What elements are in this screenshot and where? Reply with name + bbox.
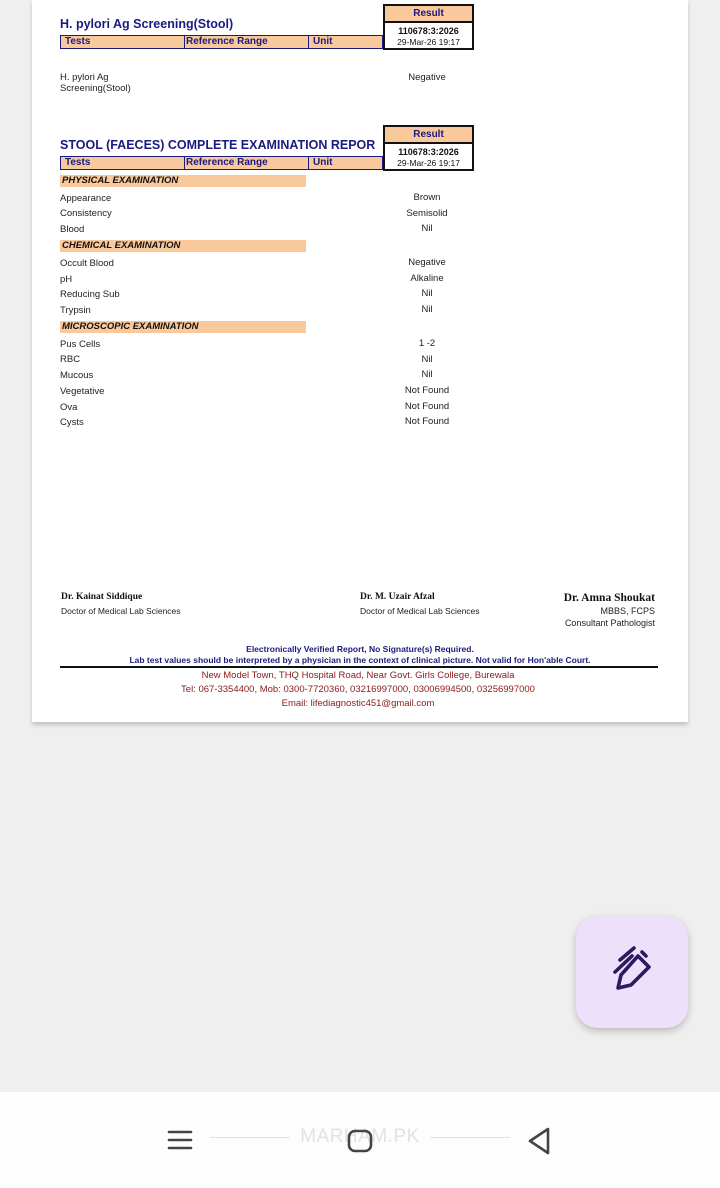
test-name: Appearance [60, 193, 112, 204]
verified-note: Electronically Verified Report, No Signature(s) Required. [246, 644, 474, 654]
home-icon[interactable] [343, 1124, 377, 1158]
category-chemical: CHEMICAL EXAMINATION [60, 240, 306, 252]
disclaimer-note: Lab test values should be interpreted by a physician in the context of clinical picture. Not valid for Hon'able Court. [129, 655, 591, 665]
footer-divider [60, 666, 658, 668]
watermark-text: MARHAM.PK [290, 1126, 430, 1148]
signature-3 [564, 592, 655, 628]
test-name: Vegetative [60, 386, 105, 397]
signature-name: Dr. Amna Shoukat [563, 592, 655, 604]
edit-fab-button[interactable] [576, 916, 688, 1028]
test-value: Nil [421, 288, 433, 299]
test-value: Alkaline [410, 273, 444, 284]
table-header-hpylori [60, 35, 383, 49]
header-reference-range: Reference Range [186, 157, 268, 168]
test-name-hpylori [60, 72, 131, 94]
result-label: Result [385, 6, 472, 23]
test-value: Semisolid [406, 208, 448, 219]
edit-pen-icon [576, 916, 688, 1028]
test-name: Cysts [60, 417, 84, 428]
footer-contact [32, 669, 684, 711]
test-value-hpylori: Negative [408, 72, 446, 83]
test-name: pH [60, 274, 73, 285]
test-value: Nil [421, 369, 433, 380]
result-box-stool [383, 125, 474, 171]
signature-name: Dr. Kainat Siddique [61, 592, 143, 602]
test-value: Nil [421, 354, 433, 365]
result-label: Result [385, 127, 472, 144]
test-name: Blood [60, 224, 85, 235]
back-icon[interactable] [522, 1124, 556, 1158]
test-name: Consistency [60, 208, 112, 219]
report-page [32, 0, 688, 722]
test-value: Nil [421, 223, 433, 234]
test-name: Ova [60, 402, 78, 413]
signature-role: Doctor of Medical Lab Sciences [61, 606, 181, 616]
test-name: Pus Cells [60, 339, 101, 350]
table-header-stool [60, 156, 383, 170]
header-tests: Tests [65, 36, 91, 47]
result-box-hpylori [383, 4, 474, 50]
header-unit: Unit [313, 36, 333, 47]
signature-2 [360, 592, 480, 616]
category-microscopic: MICROSCOPIC EXAMINATION [60, 321, 306, 333]
signature-role-2: Consultant Pathologist [564, 618, 655, 628]
signature-1 [61, 592, 181, 616]
footer-phones: Tel: 067-3354400, Mob: 0300-7720360, 03216997000, 03006994500, 03256997000 [181, 684, 535, 695]
header-reference-range: Reference Range [186, 36, 268, 47]
section-title-hpylori: H. pylori Ag Screening(Stool) [60, 17, 234, 31]
test-value: Negative [408, 257, 446, 268]
result-date: 29-Mar-26 19:17 [397, 158, 460, 168]
result-id: 110678:3:2026 [398, 26, 459, 36]
test-name-line2: Screening(Stool) [60, 83, 131, 94]
signature-name: Dr. M. Uzair Afzal [360, 592, 435, 602]
signature-role: MBBS, FCPS [600, 606, 655, 616]
signature-role: Doctor of Medical Lab Sciences [360, 606, 480, 616]
test-name: Trypsin [60, 305, 91, 316]
test-value: 1 -2 [418, 338, 436, 349]
test-name: Mucous [60, 370, 94, 381]
test-name: Occult Blood [60, 258, 114, 269]
test-value: Brown [413, 192, 441, 203]
result-date: 29-Mar-26 19:17 [397, 37, 460, 47]
test-name-line1: H. pylori Ag [60, 72, 109, 83]
menu-icon[interactable] [164, 1124, 196, 1156]
result-id: 110678:3:2026 [398, 147, 459, 157]
test-name: Reducing Sub [60, 289, 120, 300]
footer-notice [32, 644, 688, 666]
category-physical: PHYSICAL EXAMINATION [60, 175, 306, 187]
system-nav-bar [0, 1092, 720, 1188]
test-value: Not Found [404, 401, 450, 412]
footer-email[interactable]: Email: lifediagnostic451@gmail.com [281, 698, 435, 709]
test-value: Not Found [404, 416, 450, 427]
section-title-stool: STOOL (FAECES) COMPLETE EXAMINATION REPOR [60, 138, 376, 152]
header-unit: Unit [313, 157, 333, 168]
test-name: RBC [60, 354, 81, 365]
header-tests: Tests [65, 157, 91, 168]
test-value: Nil [421, 304, 433, 315]
test-value: Not Found [404, 385, 450, 396]
footer-address: New Model Town, THQ Hospital Road, Near Govt. Girls College, Burewala [201, 670, 515, 681]
